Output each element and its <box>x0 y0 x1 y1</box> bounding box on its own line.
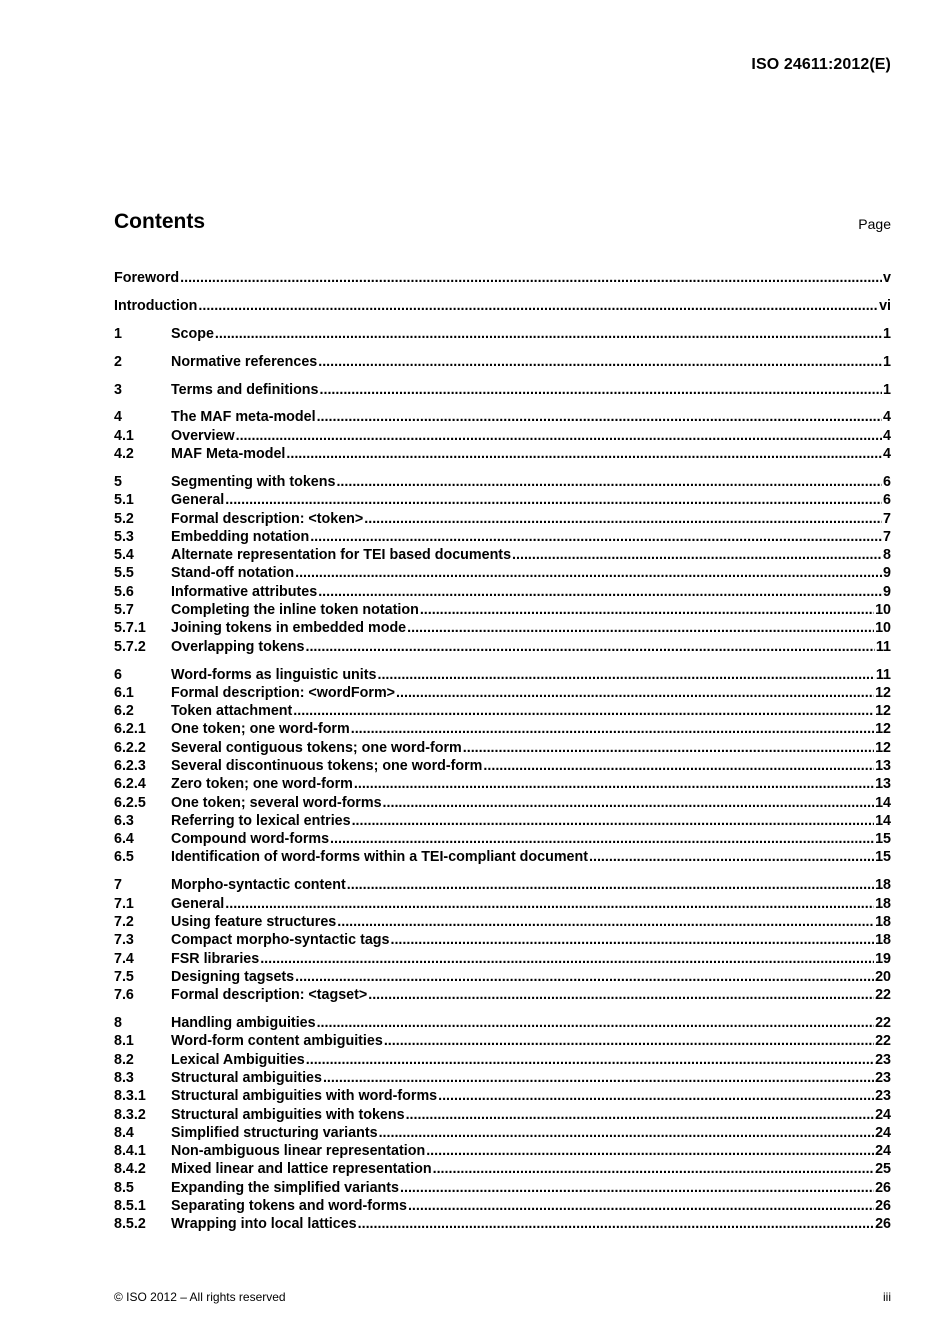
contents-heading: Contents <box>114 210 205 233</box>
toc-entry[interactable] <box>114 986 891 1004</box>
toc-entry-title: Word-form content ambiguities <box>171 1033 383 1050</box>
toc-entry-number: 8.2 <box>114 1051 134 1068</box>
toc-entry-page: 14 <box>875 794 891 811</box>
toc-entry[interactable] <box>114 950 891 968</box>
toc-entry[interactable] <box>114 473 891 491</box>
toc-entry-number: 5.7.1 <box>114 620 146 637</box>
toc-entry-page: 12 <box>875 739 891 756</box>
dot-leader <box>198 297 878 315</box>
toc-entry-title: Informative attributes <box>171 583 318 600</box>
toc-entry-title: General <box>171 895 225 912</box>
toc-entry-number: 6.2.5 <box>114 794 146 811</box>
toc-entry-title: Completing the inline token notation <box>171 602 419 619</box>
dot-leader <box>426 1142 874 1160</box>
toc-entry-title: Non-ambiguous linear representation <box>171 1143 426 1160</box>
toc-entry-title: Compound word-forms <box>171 831 330 848</box>
toc-entry-page: 11 <box>875 666 891 683</box>
toc-entry-title: Stand-off notation <box>171 565 295 582</box>
toc-entry-title: The MAF meta-model <box>171 409 316 426</box>
dot-leader <box>225 895 874 913</box>
toc-entry-page: 7 <box>883 510 891 527</box>
toc-entry-title: Wrapping into local lattices <box>171 1216 357 1233</box>
toc-entry-number: 7.4 <box>114 950 134 967</box>
toc-entry-title: Referring to lexical entries <box>171 812 351 829</box>
toc-entry[interactable] <box>114 794 891 812</box>
toc-entry[interactable] <box>114 1014 891 1032</box>
dot-leader <box>293 702 874 720</box>
toc-entry-title: Mixed linear and lattice representation <box>171 1161 432 1178</box>
page-column-label: Page <box>858 216 891 232</box>
toc-entry-page: 6 <box>883 492 891 509</box>
toc-entry-title: MAF Meta-model <box>171 446 286 463</box>
dot-leader <box>317 408 882 426</box>
dot-leader <box>408 1197 874 1215</box>
dot-leader <box>358 1215 874 1233</box>
toc-entry[interactable] <box>114 1087 891 1105</box>
dot-leader <box>383 794 875 812</box>
page-number: iii <box>883 1290 891 1304</box>
toc-entry[interactable] <box>114 775 891 793</box>
toc-entry-page: 12 <box>875 721 891 738</box>
toc-entry-title: Morpho-syntactic content <box>171 877 346 894</box>
toc-entry[interactable] <box>114 739 891 757</box>
toc-entry-number: 4.2 <box>114 446 134 463</box>
toc-entry-number: 7.6 <box>114 987 134 1004</box>
toc-entry[interactable] <box>114 757 891 775</box>
toc-entry[interactable] <box>114 931 891 949</box>
toc-entry-page: 24 <box>875 1124 891 1141</box>
toc-entry[interactable] <box>114 1160 891 1178</box>
toc-entry-title: One token; one word-form <box>171 721 350 738</box>
toc-entry[interactable] <box>114 812 891 830</box>
dot-leader <box>351 720 874 738</box>
toc-entry-page: 18 <box>875 913 891 930</box>
toc-entry-number: 8.4.2 <box>114 1161 146 1178</box>
toc-entry-page: 4 <box>883 409 891 426</box>
dot-leader <box>320 381 883 399</box>
toc-entry-number: 8.5.1 <box>114 1198 146 1214</box>
toc-entry-number: 4.1 <box>114 427 134 444</box>
toc-entry-page: 7 <box>883 528 891 545</box>
toc-entry-number: 5.3 <box>114 528 134 545</box>
toc-entry-page: 26 <box>875 1216 891 1233</box>
toc-entry[interactable] <box>114 601 891 619</box>
toc-entry-page: 22 <box>875 1015 891 1032</box>
toc-entry-number: 6.1 <box>114 684 134 701</box>
toc-entry-number: 6.5 <box>114 849 134 866</box>
toc-entry-number: 1 <box>114 325 122 342</box>
toc-entry-title: Segmenting with tokens <box>171 473 336 490</box>
toc-entry-number: 3 <box>114 381 122 398</box>
toc-entry[interactable] <box>114 427 891 445</box>
toc-entry[interactable] <box>114 968 891 986</box>
toc-entry-number: 8.4 <box>114 1124 134 1141</box>
toc-entry[interactable] <box>114 1106 891 1124</box>
toc-entry[interactable] <box>114 684 891 702</box>
toc-entry-number: 6.2.1 <box>114 721 146 738</box>
toc-entry-page: 4 <box>883 427 891 444</box>
toc-entry-number: 5.7 <box>114 602 134 619</box>
toc-entry-number: 8.3.1 <box>114 1088 146 1105</box>
dot-leader <box>407 619 874 637</box>
dot-leader <box>483 757 874 775</box>
toc-entry[interactable] <box>114 830 891 848</box>
toc-entry-number: 7.1 <box>114 895 134 912</box>
toc-entry-title: Structural ambiguities with word-forms <box>171 1088 438 1105</box>
toc-entry-page: 1 <box>883 353 891 370</box>
toc-entry-title: General <box>171 492 225 509</box>
dot-leader <box>310 528 882 546</box>
toc-entry[interactable] <box>114 876 891 894</box>
toc-entry[interactable] <box>114 353 891 371</box>
toc-entry-page: 12 <box>875 703 891 720</box>
toc-entry-page: 25 <box>875 1161 891 1178</box>
toc-entry-number: 5.1 <box>114 492 134 509</box>
toc-entry-page: 23 <box>875 1088 891 1105</box>
toc-entry-number: 6.2.3 <box>114 757 146 774</box>
toc-entry-number: 4 <box>114 409 122 426</box>
toc-entry-number: 8.3 <box>114 1069 134 1086</box>
toc-entry-number: 6.3 <box>114 812 134 829</box>
dot-leader <box>323 1069 874 1087</box>
toc-entry-number: 5.2 <box>114 510 134 527</box>
toc-entry[interactable] <box>114 1142 891 1160</box>
toc-entry[interactable] <box>114 1032 891 1050</box>
toc-entry-page: 13 <box>875 776 891 793</box>
toc-entry-number: 8.1 <box>114 1033 134 1050</box>
toc-entry-page: 9 <box>883 583 891 600</box>
dot-leader <box>433 1160 874 1178</box>
toc-entry-title: Separating tokens and word-forms <box>171 1198 407 1214</box>
toc-entry[interactable] <box>114 702 891 720</box>
toc-entry-page: 10 <box>875 620 891 637</box>
dot-leader <box>336 473 882 491</box>
toc-entry-page: 18 <box>875 932 891 949</box>
toc-entry-number: 5.4 <box>114 547 134 564</box>
toc-entry-title: Alternate representation for TEI based documents <box>171 547 512 564</box>
toc-entry-title: FSR libraries <box>171 950 260 967</box>
toc-entry[interactable] <box>114 408 891 426</box>
toc-entry-page: 1 <box>883 325 891 342</box>
dot-leader <box>295 968 874 986</box>
toc-entry-page: 26 <box>875 1198 891 1214</box>
toc-entry-title: Compact morpho-syntactic tags <box>171 932 390 949</box>
toc-entry[interactable] <box>114 913 891 931</box>
toc-entry-title: Structural ambiguities with tokens <box>171 1106 405 1123</box>
toc-entry-number: 6 <box>114 666 122 683</box>
toc-entry-title: Introduction <box>114 297 198 314</box>
toc-entry-number: 6.4 <box>114 831 134 848</box>
toc-entry[interactable] <box>114 848 891 866</box>
toc-entry-page: 8 <box>883 547 891 564</box>
toc-entry[interactable] <box>114 1197 891 1215</box>
toc-entry-number: 8.5 <box>114 1179 134 1196</box>
toc-entry-title: Zero token; one word-form <box>171 776 353 793</box>
toc-entry-page: 11 <box>875 638 891 655</box>
toc-entry[interactable] <box>114 546 891 564</box>
dot-leader <box>337 913 874 931</box>
toc-entry-page: 23 <box>875 1051 891 1068</box>
dot-leader <box>215 325 882 343</box>
toc-entry-number: 5.5 <box>114 565 134 582</box>
toc-entry-title: Foreword <box>114 270 180 286</box>
toc-entry[interactable] <box>114 1069 891 1087</box>
dot-leader <box>260 950 874 968</box>
toc-entry[interactable] <box>114 666 891 684</box>
toc-entry[interactable] <box>114 528 891 546</box>
toc-entry-number: 8.3.2 <box>114 1106 146 1123</box>
toc-entry-title: Expanding the simplified variants <box>171 1179 400 1196</box>
toc-entry-number: 7.5 <box>114 968 134 985</box>
toc-entry-page: 26 <box>875 1179 891 1196</box>
dot-leader <box>400 1179 874 1197</box>
toc-entry-title: Normative references <box>171 353 318 370</box>
dot-leader <box>225 491 882 509</box>
toc-entry-title: Structural ambiguities <box>171 1069 322 1086</box>
toc-entry-page: 22 <box>875 987 891 1004</box>
toc-entry-number: 5 <box>114 473 122 490</box>
dot-leader <box>384 1032 874 1050</box>
dot-leader <box>352 812 875 830</box>
toc-entry-page: 22 <box>875 1033 891 1050</box>
toc-entry-page: 18 <box>875 895 891 912</box>
toc-entry-title: Simplified structuring variants <box>171 1124 378 1141</box>
dot-leader <box>295 564 882 582</box>
toc-entry-page: 10 <box>875 602 891 619</box>
toc-entry-number: 7.2 <box>114 913 134 930</box>
toc-entry-number: 8.4.1 <box>114 1143 146 1160</box>
document-identifier: ISO 24611:2012(E) <box>751 56 891 73</box>
toc-entry[interactable] <box>114 269 891 287</box>
dot-leader <box>318 353 882 371</box>
dot-leader <box>396 684 874 702</box>
toc-entry-title: Scope <box>171 325 214 342</box>
toc-entry-page: 4 <box>883 446 891 463</box>
toc-entry-number: 8 <box>114 1015 122 1032</box>
toc-entry-title: Designing tagsets <box>171 968 295 985</box>
toc-entry-number: 2 <box>114 353 122 370</box>
toc-entry-page: 18 <box>875 877 891 894</box>
dot-leader <box>305 638 874 656</box>
dot-leader <box>180 269 882 287</box>
dot-leader <box>364 510 882 528</box>
toc-entry-number: 7 <box>114 877 122 894</box>
dot-leader <box>420 601 874 619</box>
toc-entry-page: 24 <box>875 1106 891 1123</box>
toc-entry-number: 6.2.2 <box>114 739 146 756</box>
toc-entry-title: Token attachment <box>171 703 293 720</box>
toc-entry-title: Joining tokens in embedded mode <box>171 620 407 637</box>
toc-entry[interactable] <box>114 1215 891 1233</box>
dot-leader <box>236 427 882 445</box>
dot-leader <box>512 546 882 564</box>
toc-entry[interactable] <box>114 445 891 463</box>
toc-entry-page: 9 <box>883 565 891 582</box>
dot-leader <box>379 1124 875 1142</box>
dot-leader <box>463 739 874 757</box>
toc-entry[interactable] <box>114 510 891 528</box>
dot-leader <box>317 1014 875 1032</box>
toc-entry-title: Overview <box>171 427 235 444</box>
toc-entry-page: 19 <box>875 950 891 967</box>
toc-entry-title: Identification of word-forms within a TEI-compliant document <box>171 849 588 866</box>
toc-entry[interactable] <box>114 1051 891 1069</box>
toc-entry-number: 8.5.2 <box>114 1216 146 1233</box>
toc-entry-page: 15 <box>875 831 891 848</box>
toc-entry-page: vi <box>879 297 891 314</box>
toc-entry-number: 7.3 <box>114 932 134 949</box>
toc-entry[interactable] <box>114 583 891 601</box>
toc-entry-title: Embedding notation <box>171 528 310 545</box>
toc-entry-page: 14 <box>875 812 891 829</box>
toc-entry[interactable] <box>114 619 891 637</box>
toc-entry-title: Lexical Ambiguities <box>171 1051 305 1068</box>
dot-leader <box>377 666 874 684</box>
toc-entry-number: 5.7.2 <box>114 638 146 655</box>
dot-leader <box>354 775 874 793</box>
toc-entry-page: 12 <box>875 684 891 701</box>
toc-entry-page: 24 <box>875 1143 891 1160</box>
toc-entry[interactable] <box>114 381 891 399</box>
toc-entry-page: 15 <box>875 849 891 866</box>
toc-entry-number: 5.6 <box>114 583 134 600</box>
toc-entry-title: Word-forms as linguistic units <box>171 666 377 683</box>
toc-entry-title: Formal description: <tagset> <box>171 987 368 1004</box>
toc-entry-title: Several contiguous tokens; one word-form <box>171 739 462 756</box>
toc-entry-title: Formal description: <wordForm> <box>171 684 396 701</box>
toc-entry-title: Using feature structures <box>171 913 337 930</box>
dot-leader <box>306 1051 874 1069</box>
toc-entry[interactable] <box>114 491 891 509</box>
toc-entry-page: 13 <box>875 757 891 774</box>
dot-leader <box>406 1106 875 1124</box>
toc-entry[interactable] <box>114 1179 891 1197</box>
toc-entry-page: 1 <box>883 381 891 398</box>
dot-leader <box>286 445 882 463</box>
toc-entry[interactable] <box>114 1124 891 1142</box>
toc-entry[interactable] <box>114 720 891 738</box>
toc-entry-number: 6.2 <box>114 703 134 720</box>
dot-leader <box>589 848 874 866</box>
toc-entry-page: 23 <box>875 1069 891 1086</box>
toc-entry[interactable] <box>114 638 891 656</box>
toc-entry-title: One token; several word-forms <box>171 794 382 811</box>
toc-entry[interactable] <box>114 325 891 343</box>
toc-entry-title: Terms and definitions <box>171 381 319 398</box>
toc-entry-page: 20 <box>875 968 891 985</box>
dot-leader <box>438 1087 874 1105</box>
toc-entry-title: Handling ambiguities <box>171 1015 316 1032</box>
dot-leader <box>390 931 874 949</box>
toc-entry-title: Overlapping tokens <box>171 638 305 655</box>
dot-leader <box>368 986 874 1004</box>
dot-leader <box>347 876 874 894</box>
dot-leader <box>330 830 874 848</box>
toc-entry[interactable] <box>114 895 891 913</box>
toc-entry[interactable] <box>114 297 891 315</box>
toc-entry-number: 6.2.4 <box>114 776 146 793</box>
toc-entry-page: 6 <box>883 473 891 490</box>
toc-entry-title: Formal description: <token> <box>171 510 364 527</box>
copyright-notice: © ISO 2012 – All rights reserved <box>114 1290 286 1304</box>
dot-leader <box>318 583 882 601</box>
table-of-contents <box>114 269 891 1234</box>
toc-entry-page: v <box>883 270 891 286</box>
toc-entry-title: Several discontinuous tokens; one word-form <box>171 757 483 774</box>
toc-entry[interactable] <box>114 564 891 582</box>
